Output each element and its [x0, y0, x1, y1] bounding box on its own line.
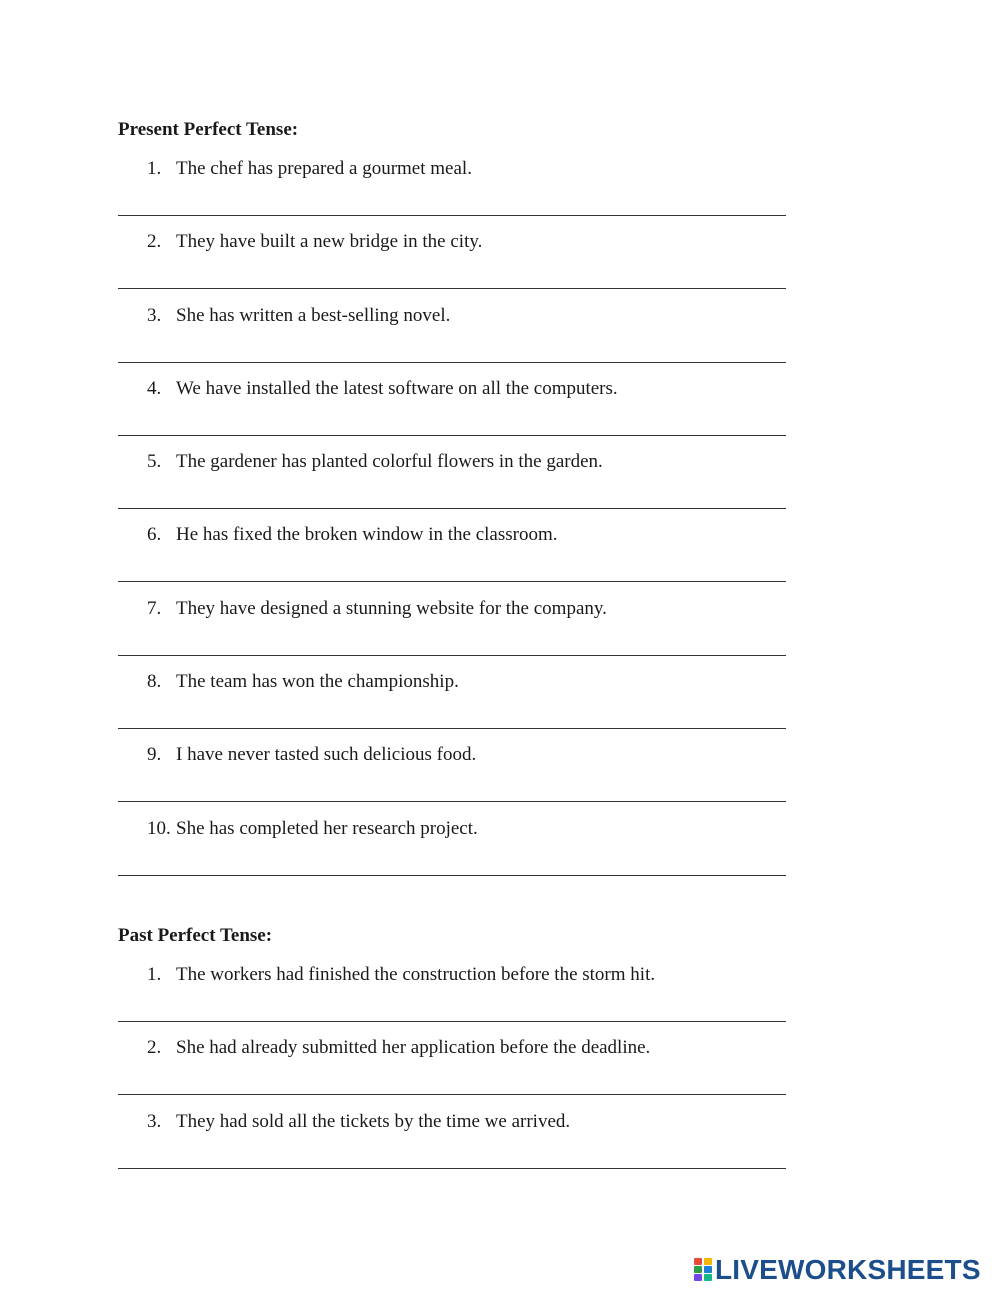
- item-number: 9.: [147, 744, 162, 766]
- exercise-item: [118, 815, 786, 888]
- answer-line[interactable]: [118, 362, 786, 363]
- answer-line[interactable]: [118, 1168, 786, 1169]
- item-sentence: She had already submitted her application before the deadline.: [176, 1037, 651, 1059]
- item-sentence: The chef has prepared a gourmet meal.: [176, 158, 472, 179]
- item-number: 6.: [147, 524, 162, 546]
- brand-name: LIVEWORKSHEETS: [715, 1254, 981, 1285]
- item-number: 1.: [147, 964, 162, 985]
- liveworksheets-logo: [694, 1256, 981, 1284]
- exercise-item: [118, 1108, 786, 1181]
- answer-line[interactable]: [118, 801, 786, 802]
- exercise-item: [118, 961, 786, 1034]
- item-sentence: They have built a new bridge in the city.: [176, 231, 483, 253]
- answer-line[interactable]: [118, 875, 786, 876]
- answer-line[interactable]: [118, 215, 786, 216]
- liveworksheets-icon: [694, 1258, 712, 1282]
- present-perfect-section: [118, 119, 786, 888]
- exercise-item: [118, 375, 786, 448]
- item-sentence: He has fixed the broken window in the classroom.: [176, 524, 558, 546]
- item-number: 3.: [147, 304, 162, 326]
- exercise-item: [118, 302, 786, 375]
- item-sentence: The gardener has planted colorful flowers in the garden.: [176, 451, 603, 473]
- logo-block: [694, 1266, 702, 1273]
- item-number: 10.: [147, 817, 171, 839]
- answer-line[interactable]: [118, 435, 786, 436]
- exercise-item: [118, 228, 786, 301]
- item-sentence: They had sold all the tickets by the time we arrived.: [176, 1110, 571, 1132]
- logo-block: [694, 1258, 702, 1265]
- item-sentence: We have installed the latest software on all the computers.: [176, 377, 618, 399]
- item-sentence: The team has won the championship.: [176, 671, 459, 693]
- item-sentence: She has completed her research project.: [176, 817, 478, 839]
- answer-line[interactable]: [118, 655, 786, 656]
- item-sentence: The workers had finished the construction before the storm hit.: [176, 964, 656, 985]
- answer-line[interactable]: [118, 1021, 786, 1022]
- item-number: 3.: [147, 1110, 162, 1132]
- exercise-item: [118, 595, 786, 668]
- exercise-item: [118, 1034, 786, 1107]
- item-number: 4.: [147, 377, 162, 399]
- item-number: 7.: [147, 597, 162, 619]
- exercise-item: [118, 448, 786, 521]
- item-sentence: I have never tasted such delicious food.: [176, 744, 477, 766]
- logo-block: [694, 1274, 702, 1281]
- logo-block: [704, 1266, 712, 1273]
- past-perfect-section: [118, 925, 786, 1181]
- item-number: 2.: [147, 231, 162, 253]
- item-number: 2.: [147, 1037, 162, 1059]
- logo-block: [704, 1258, 712, 1265]
- exercise-item: [118, 521, 786, 594]
- exercise-item: [118, 155, 786, 228]
- section-title: Past Perfect Tense:: [118, 925, 273, 946]
- answer-line[interactable]: [118, 288, 786, 289]
- item-sentence: They have designed a stunning website for the company.: [176, 597, 607, 619]
- exercise-item: [118, 741, 786, 814]
- exercise-list: [118, 961, 786, 1181]
- item-sentence: She has written a best-selling novel.: [176, 304, 451, 326]
- item-number: 5.: [147, 451, 162, 473]
- section-title: Present Perfect Tense:: [118, 119, 299, 140]
- answer-line[interactable]: [118, 508, 786, 509]
- logo-block: [704, 1274, 712, 1281]
- answer-line[interactable]: [118, 728, 786, 729]
- item-number: 8.: [147, 671, 162, 693]
- exercise-list: [118, 155, 786, 888]
- item-number: 1.: [147, 158, 162, 179]
- exercise-item: [118, 668, 786, 741]
- answer-line[interactable]: [118, 1094, 786, 1095]
- answer-line[interactable]: [118, 581, 786, 582]
